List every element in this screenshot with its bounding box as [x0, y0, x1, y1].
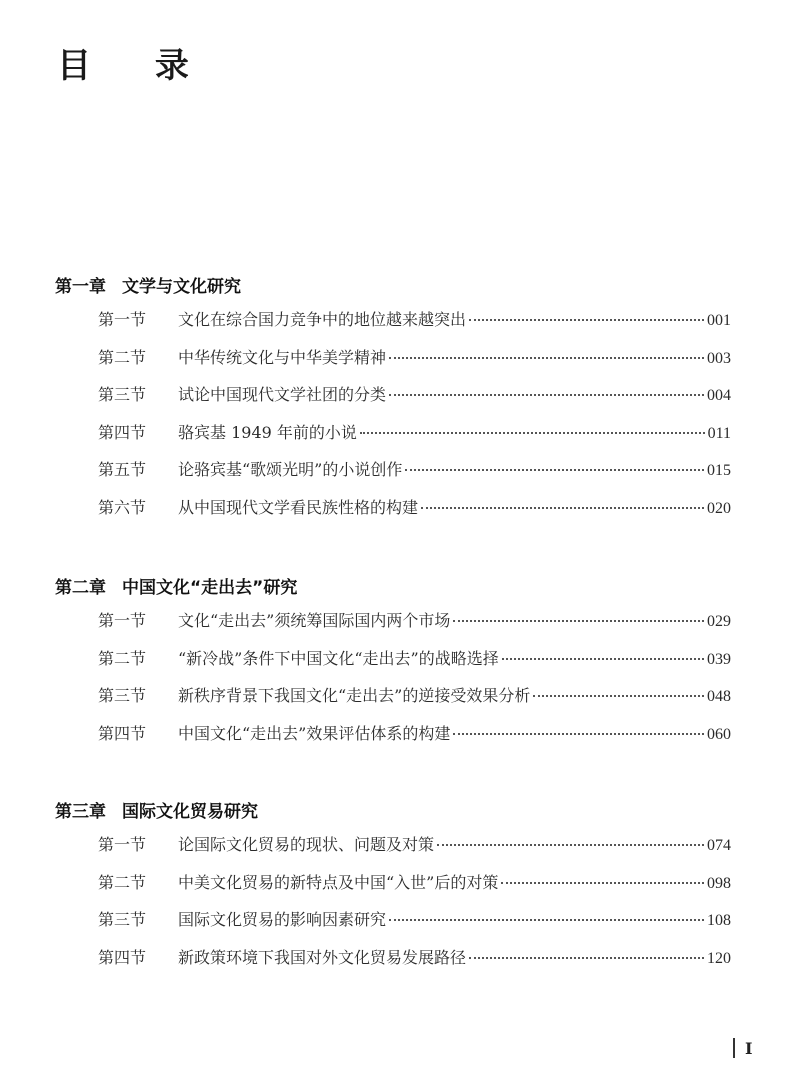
toc-entry[interactable]: [98, 608, 731, 632]
section-title: 骆宾基 1949 年前的小说: [178, 422, 357, 442]
chapter-heading[interactable]: [55, 272, 241, 297]
dot-leader: [389, 393, 704, 396]
toc-entry[interactable]: [98, 907, 731, 931]
section-page-number: 060: [707, 725, 731, 743]
section-label: 第三节: [98, 686, 147, 706]
section-page-number: 003: [707, 349, 731, 367]
section-title: 新政策环境下我国对外文化贸易发展路径: [178, 947, 467, 967]
section-title: 论骆宾基“歌颂光明”的小说创作: [178, 460, 403, 480]
section-label: 第二节: [98, 648, 147, 668]
toc-entry[interactable]: [98, 721, 731, 745]
section-page-number: 048: [707, 688, 731, 706]
dot-leader: [501, 881, 704, 884]
toc-entry[interactable]: [98, 832, 731, 856]
dot-leader: [453, 732, 704, 735]
dot-leader: [421, 506, 704, 509]
folio-bar: [733, 1038, 735, 1058]
toc-entry[interactable]: [98, 495, 731, 519]
chapter-title: 文学与文化研究: [122, 277, 241, 297]
toc-entry[interactable]: [98, 945, 731, 969]
section-title: 论国际文化贸易的现状、问题及对策: [178, 835, 435, 854]
section-label: 第四节: [98, 723, 147, 743]
section-label: 第三节: [98, 385, 147, 405]
section-title: 文化在综合国力竞争中的地位越来越突出: [178, 310, 467, 329]
toc-entry[interactable]: [98, 307, 731, 331]
section-title: 中美文化贸易的新特点及中国“入世”后的对策: [178, 872, 499, 892]
dot-leader: [405, 468, 704, 471]
section-label: 第一节: [98, 310, 147, 329]
chapter-number: 第一章: [55, 277, 106, 297]
chapter-title: 中国文化“走出去”研究: [122, 578, 298, 598]
section-title: 中华传统文化与中华美学精神: [178, 347, 387, 367]
section-label: 第三节: [98, 910, 147, 930]
toc-entry[interactable]: [98, 870, 731, 894]
page-number: I: [745, 1038, 753, 1058]
section-label: 第五节: [98, 460, 147, 480]
toc-title: 目 录: [57, 46, 215, 86]
dot-leader: [469, 318, 704, 321]
section-page-number: 001: [707, 312, 731, 329]
section-label: 第四节: [98, 422, 147, 442]
section-page-number: 004: [707, 387, 731, 405]
section-label: 第四节: [98, 947, 147, 967]
section-title: 新秩序背景下我国文化“走出去”的逆接受效果分析: [178, 686, 531, 706]
section-label: 第二节: [98, 347, 147, 367]
section-title: 文化“走出去”须统筹国际国内两个市场: [178, 611, 451, 630]
toc-entry[interactable]: [98, 345, 731, 369]
toc-entry[interactable]: [98, 382, 731, 406]
toc-entry[interactable]: [98, 683, 731, 707]
toc-entry[interactable]: [98, 420, 731, 444]
section-label: 第一节: [98, 611, 147, 630]
dot-leader: [389, 918, 704, 921]
section-title: 试论中国现代文学社团的分类: [178, 385, 387, 405]
section-title: 国际文化贸易的影响因素研究: [178, 910, 387, 930]
dot-leader: [437, 843, 704, 846]
section-title: 中国文化“走出去”效果评估体系的构建: [178, 723, 451, 743]
section-page-number: 098: [707, 874, 731, 892]
section-page-number: 011: [707, 424, 731, 442]
chapter-heading[interactable]: [55, 573, 297, 598]
dot-leader: [533, 694, 704, 697]
section-page-number: 015: [707, 462, 731, 480]
section-page-number: 039: [707, 650, 731, 668]
chapter-number: 第二章: [55, 578, 106, 598]
section-page-number: 108: [707, 912, 731, 930]
section-label: 第一节: [98, 835, 147, 854]
section-page-number: 120: [707, 949, 731, 967]
section-page-number: 020: [707, 500, 731, 517]
chapter-heading[interactable]: [55, 797, 258, 822]
dot-leader: [502, 657, 704, 660]
section-label: 第六节: [98, 498, 147, 517]
page-folio: [733, 1038, 752, 1058]
section-label: 第二节: [98, 872, 147, 892]
toc-entry[interactable]: [98, 457, 731, 481]
dot-leader: [453, 619, 704, 622]
toc-entry[interactable]: [98, 646, 731, 670]
dot-leader: [389, 356, 704, 359]
dot-leader: [360, 431, 705, 434]
chapter-number: 第三章: [55, 802, 106, 822]
dot-leader: [469, 956, 704, 959]
section-title: “新冷战”条件下中国文化“走出去”的战略选择: [178, 648, 499, 668]
section-page-number: 029: [707, 613, 731, 630]
section-page-number: 074: [707, 837, 731, 854]
section-title: 从中国现代文学看民族性格的构建: [178, 498, 419, 517]
chapter-title: 国际文化贸易研究: [122, 802, 258, 822]
